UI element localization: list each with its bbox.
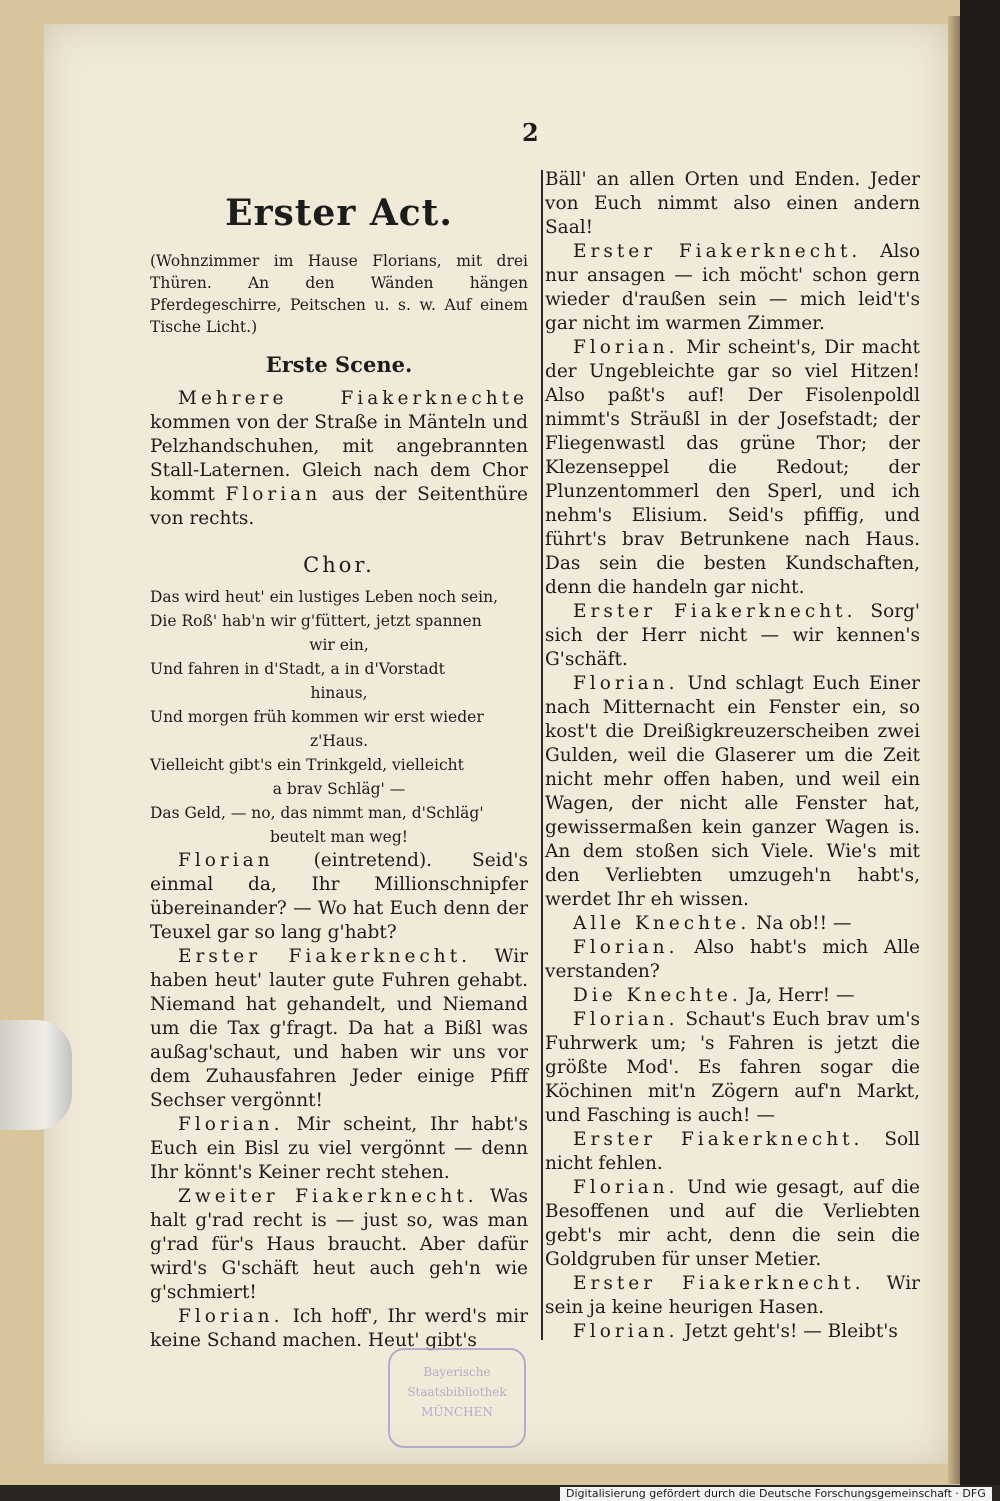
chor-verses <box>150 585 528 849</box>
dialogue-text: Jetzt geht's! — Bleibt's <box>684 1321 898 1342</box>
dialogue-text: Mir scheint's, Dir macht der Ungebleichte gar so viel Hitzen! Also paßt's auf! Der Fisolenpoldl nimmt's Sträußl in der Josefstadt; der Fliegenwastl das grüne Thor; der Klezenseppel die Redout; der Plunzentommerl den Sperl, und ich nehm's Elisium. Seid's pfiffig, und führt's brav Betrunkene nach Haus. Das sein die besten Kundschaften, denn die handeln gar nicht. <box>545 337 920 598</box>
scene-intro-speaker: Mehrere Fiakerknechte <box>178 388 528 409</box>
dialogue-text: Soll nicht fehlen. <box>545 1129 920 1174</box>
verse-cont: beutelt man weg! <box>269 828 409 846</box>
dialogue-text: Wir sein ja keine heurigen Hasen. <box>545 1273 920 1318</box>
speaker-name: Erster Fiakerknecht. <box>573 1129 864 1150</box>
speaker-name: Florian. <box>573 1321 679 1342</box>
verse-line: Und fahren in d'Stadt, a in d'Vorstadt <box>150 660 445 678</box>
dialogue-paragraph <box>150 1185 528 1305</box>
speaker-name: Alle Knechte. <box>573 913 751 934</box>
speaker-name: Florian. <box>573 937 679 958</box>
digitization-footer: Digitalisierung gefördert durch die Deutsche Forschungsgemeinschaft · DFG <box>560 1487 992 1501</box>
page-number: 2 <box>522 118 539 147</box>
chor-verse <box>150 657 528 705</box>
stamp-line: Bayerische <box>423 1365 491 1379</box>
dialogue-paragraph <box>545 984 920 1008</box>
dialogue-paragraph <box>150 1305 528 1353</box>
dialogue-paragraph <box>545 672 920 912</box>
opening-text: Bäll' an allen Orten und Enden. Jeder von Euch nimmt also einen andern Saal! <box>545 169 920 238</box>
dialogue-text: Und schlagt Euch Einer nach Mitternacht ein Fenster ein, so kost't die Dreißigkreuzerscheiben zwei Gulden, weil die Glaserer um die Zeit nicht mehr offen haben, und weil ein Wagen, der nicht alle Fenster hat, gewissermaßen kein ganzer Wagen is. An dem stoßen sich Viele. Wie's mit den Verliebten umzugeh'n habt's, werdet Ihr eh wissen. <box>545 673 920 910</box>
dialogue-paragraph <box>545 1128 920 1176</box>
speaker-name: Erster Fiakerknecht. <box>573 601 857 622</box>
dialogue-paragraph <box>545 1008 920 1128</box>
verse-line: Das wird heut' ein lustiges Leben noch sein, <box>150 588 499 606</box>
stamp-line: MÜNCHEN <box>421 1405 493 1419</box>
dialogue-text: Ich hoff', Ihr werd's mir keine Schand machen. Heut' gibt's <box>150 1306 528 1351</box>
dialogue-paragraph <box>545 336 920 600</box>
dialogue-paragraph <box>545 936 920 984</box>
dialogue-paragraph <box>150 945 528 1113</box>
dialogue-paragraph <box>545 600 920 672</box>
dialogue-text: Na ob!! — <box>756 913 852 934</box>
dialogue-text: Und wie gesagt, auf die Besoffenen und auf die Verliebten gebt's mir acht, denn die sein die Goldgruben für unser Metier. <box>545 1177 920 1270</box>
speaker-name: Florian. <box>178 1114 284 1135</box>
verse-line: Und morgen früh kommen wir erst wieder <box>150 708 484 726</box>
dialogue-text: Also nur ansagen — ich möcht' schon gern wieder d'raußen sein — mich leid't's gar nicht im warmen Zimmer. <box>545 241 920 334</box>
speaker-name: Florian. <box>573 337 679 358</box>
chor-verse <box>150 609 528 657</box>
act-title: Erster Act. <box>225 192 453 234</box>
verse-cont: z'Haus. <box>309 732 369 750</box>
scan-border <box>960 0 1000 1485</box>
dialogue-text: Wir haben heut' lauter gute Fuhren gehabt. Niemand hat gehandelt, und Niemand um die Tax g'fragt. Da hat a Bißl was außag'schaut, und haben wir uns vor dem Zuhausfahren Jeder einige Pfiff Sechser vergönnt! <box>150 946 528 1111</box>
dialogue-text: Schaut's Euch brav um's Fuhrwerk um; 's Fahren is jetzt die größte Mod'. Es fahren sogar die Köchinen mit'n Zögern auf'n Markt, und Fasching is auch! — <box>545 1009 920 1126</box>
speaker-name: Erster Fiakerknecht. <box>178 946 472 967</box>
verse-line: Vielleicht gibt's ein Trinkgeld, vielleicht <box>150 756 464 774</box>
dialogue-paragraph <box>545 1320 920 1344</box>
right-column <box>545 168 920 1344</box>
speaker-name: Florian. <box>573 1177 679 1198</box>
dialogue-paragraph <box>150 849 528 945</box>
dialogue-paragraph <box>150 1113 528 1185</box>
library-stamp <box>388 1348 526 1448</box>
speaker-name: Florian. <box>573 1009 679 1030</box>
chor-title: Chor. <box>303 553 375 577</box>
verse-line: Die Roß' hab'n wir g'füttert, jetzt spannen <box>150 612 482 630</box>
dialogue-text: Was halt g'rad recht is — just so, was man g'rad für's Haus braucht. Aber dafür wird's G'schäft heut auch geh'n wie g'schmiert! <box>150 1186 528 1303</box>
dialogue-paragraph <box>545 1272 920 1320</box>
scene-intro <box>150 387 528 531</box>
verse-line: Das Geld, — no, das nimmt man, d'Schläg' <box>150 804 484 822</box>
chor-verse <box>150 705 528 753</box>
speaker-name: Zweiter Fiakerknecht. <box>178 1186 478 1207</box>
dialogue-paragraph <box>545 240 920 336</box>
stage-direction: (Wohnzimmer im Hause Florians, mit drei Thüren. An den Wänden hängen Pferdegeschirre, Peitschen u. s. w. Auf einem Tische Licht.) <box>150 252 528 336</box>
verse-cont: a brav Schläg' — <box>272 780 406 798</box>
scene-intro-text: kommen von der Straße in Mänteln und Pelzhandschuhen, mit angebrannten Stall-Laternen. Gleich nach dem Chor kommt <box>150 412 528 505</box>
speaker-name: Florian. <box>573 673 679 694</box>
scene-intro-end: aus der Seitenthüre von rechts. <box>150 484 528 529</box>
dialogue-text: Mir scheint, Ihr habt's Euch ein Bisl zu viel vergönnt — denn Ihr könnt's Keiner recht stehen. <box>150 1114 529 1183</box>
speaker-name: Erster Fiakerknecht. <box>573 1273 865 1294</box>
dialogue-paragraph <box>545 912 920 936</box>
dialogue-left <box>150 849 528 1353</box>
dialogue-text: Ja, Herr! — <box>747 985 855 1006</box>
chor-verse <box>150 801 528 849</box>
page-clip <box>0 1020 72 1130</box>
speaker-name: Die Knechte. <box>573 985 742 1006</box>
chor-verse <box>150 585 528 609</box>
column-divider <box>541 170 543 1340</box>
speaker-name: Florian <box>178 850 274 871</box>
page-edge <box>948 16 960 1484</box>
dialogue-paragraph <box>545 1176 920 1272</box>
verse-cont: hinaus, <box>310 684 368 702</box>
scene-title: Erste Scene. <box>265 352 413 377</box>
scene-intro-florian: Florian <box>225 484 322 505</box>
stamp-line: Staatsbibliothek <box>407 1385 507 1399</box>
speaker-name: Erster Fiakerknecht. <box>573 241 862 262</box>
dialogue-text: Also habt's mich Alle verstanden? <box>545 937 920 982</box>
speaker-name: Florian. <box>178 1306 284 1327</box>
chor-verse <box>150 753 528 801</box>
left-column <box>150 168 528 1353</box>
dialogue-text: Sorg' sich der Herr nicht — wir kennen's G'schäft. <box>545 601 920 670</box>
verse-cont: wir ein, <box>309 636 369 654</box>
dialogue-text: (eintretend). Seid's einmal da, Ihr Millionschnipfer übereinander? — Wo hat Euch denn der Teuxel gar so lang g'habt? <box>150 850 528 943</box>
